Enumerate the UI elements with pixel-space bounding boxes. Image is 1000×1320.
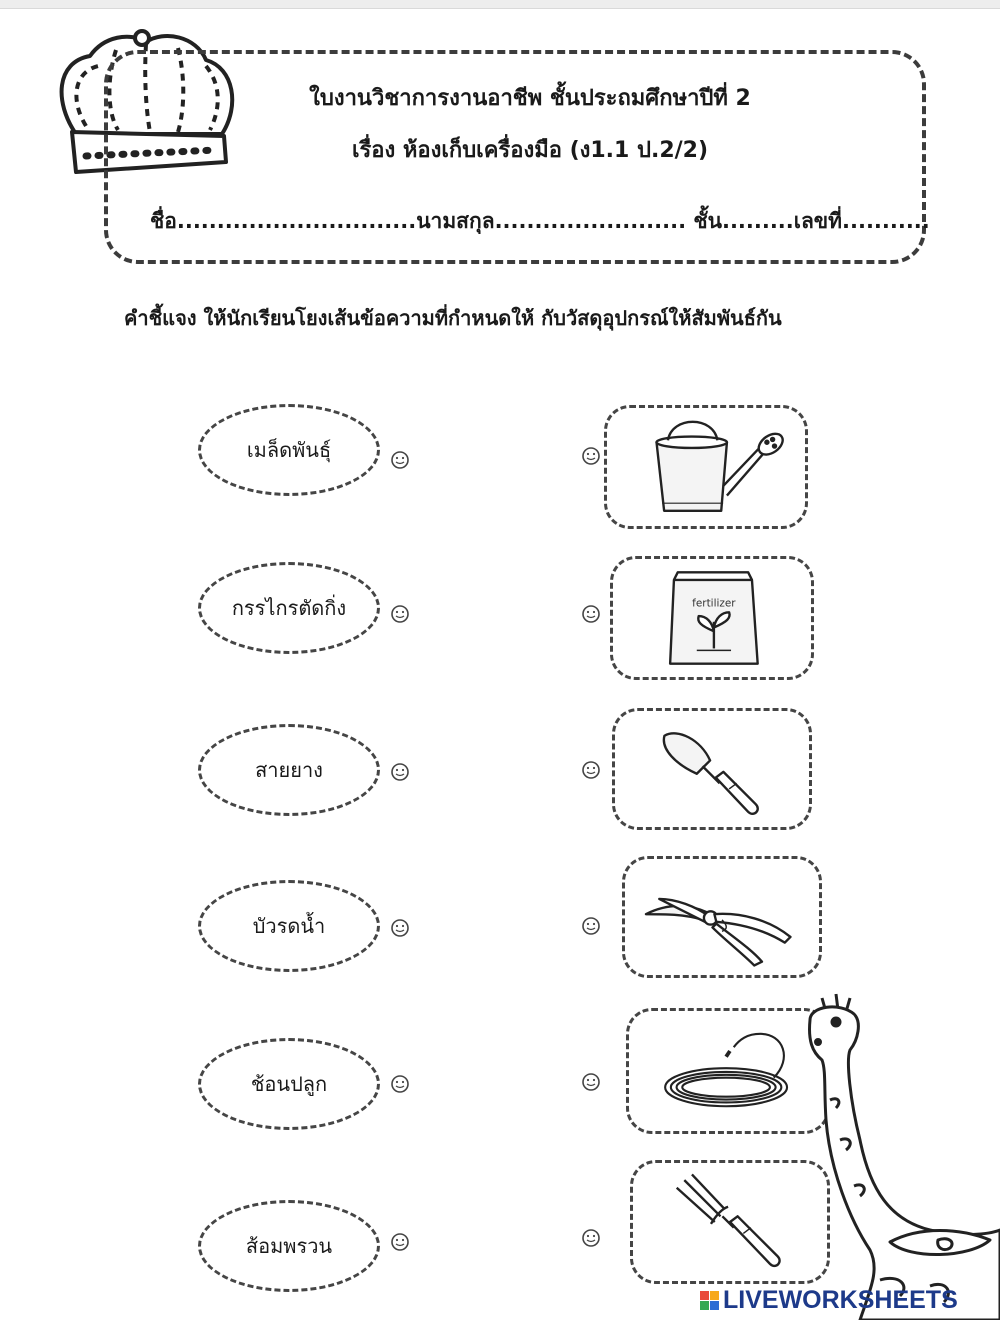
garden-hose-icon xyxy=(629,1011,827,1131)
word-label: กรรไกรตัดกิ่ง xyxy=(231,596,347,620)
word-label: ส้อมพรวน xyxy=(245,1234,333,1258)
word-label: บัวรดน้ำ xyxy=(252,914,326,938)
student-info-line: ชื่อ..............................นามสกุล........................ ชั้น.........เลขที่........... xyxy=(150,209,930,233)
instruction-text: คำชี้แจง ให้นักเรียนโยงเส้นข้อความที่กำหนดให้ กับวัสดุอุปกรณ์ให้สัมพันธ์กัน xyxy=(124,306,782,330)
word-label: สายยาง xyxy=(255,758,323,782)
left-connector-dot-6[interactable] xyxy=(390,1232,410,1252)
picture-box-3 xyxy=(612,708,812,830)
pruning-shears-icon xyxy=(625,859,819,975)
picture-box-2 xyxy=(610,556,814,680)
right-connector-dot-1[interactable] xyxy=(581,446,601,466)
left-connector-dot-5[interactable] xyxy=(390,1074,410,1094)
liveworksheets-logo xyxy=(700,1286,958,1315)
right-connector-dot-2[interactable] xyxy=(581,604,601,624)
word-oval-trowel xyxy=(198,1038,380,1130)
watering-can-icon xyxy=(607,408,805,526)
word-oval-pruning-shears xyxy=(198,562,380,654)
garden-fork-icon xyxy=(633,1163,827,1281)
word-oval-seeds xyxy=(198,404,380,496)
left-connector-dot-1[interactable] xyxy=(390,450,410,470)
trowel-icon xyxy=(615,711,809,827)
word-label: เมล็ดพันธุ์ xyxy=(246,438,332,462)
word-oval-watering-can xyxy=(198,880,380,972)
left-connector-dot-3[interactable] xyxy=(390,762,410,782)
fertilizer-label: fertilizer xyxy=(692,597,736,610)
worksheet-title: ใบงานวิชาการงานอาชีพ ชั้นประถมศึกษาปีที่ 2 xyxy=(309,86,751,111)
fertilizer-bag-icon xyxy=(613,559,811,677)
browser-top-edge xyxy=(0,0,1000,9)
right-connector-dot-4[interactable] xyxy=(581,916,601,936)
left-connector-dot-4[interactable] xyxy=(390,918,410,938)
left-connector-dot-2[interactable] xyxy=(390,604,410,624)
right-connector-dot-5[interactable] xyxy=(581,1072,601,1092)
word-label: ช้อนปลูก xyxy=(250,1072,328,1096)
logo-mark-icon xyxy=(700,1291,719,1310)
picture-box-4 xyxy=(622,856,822,978)
logo-text: LIVEWORKSHEETS xyxy=(723,1286,958,1314)
word-oval-fork xyxy=(198,1200,380,1292)
giraffe-icon xyxy=(800,990,1000,1320)
worksheet-subtitle: เรื่อง ห้องเก็บเครื่องมือ (ง1.1 ป.2/2) xyxy=(351,138,709,163)
right-connector-dot-3[interactable] xyxy=(581,760,601,780)
right-connector-dot-6[interactable] xyxy=(581,1228,601,1248)
word-oval-hose xyxy=(198,724,380,816)
picture-box-1 xyxy=(604,405,808,529)
